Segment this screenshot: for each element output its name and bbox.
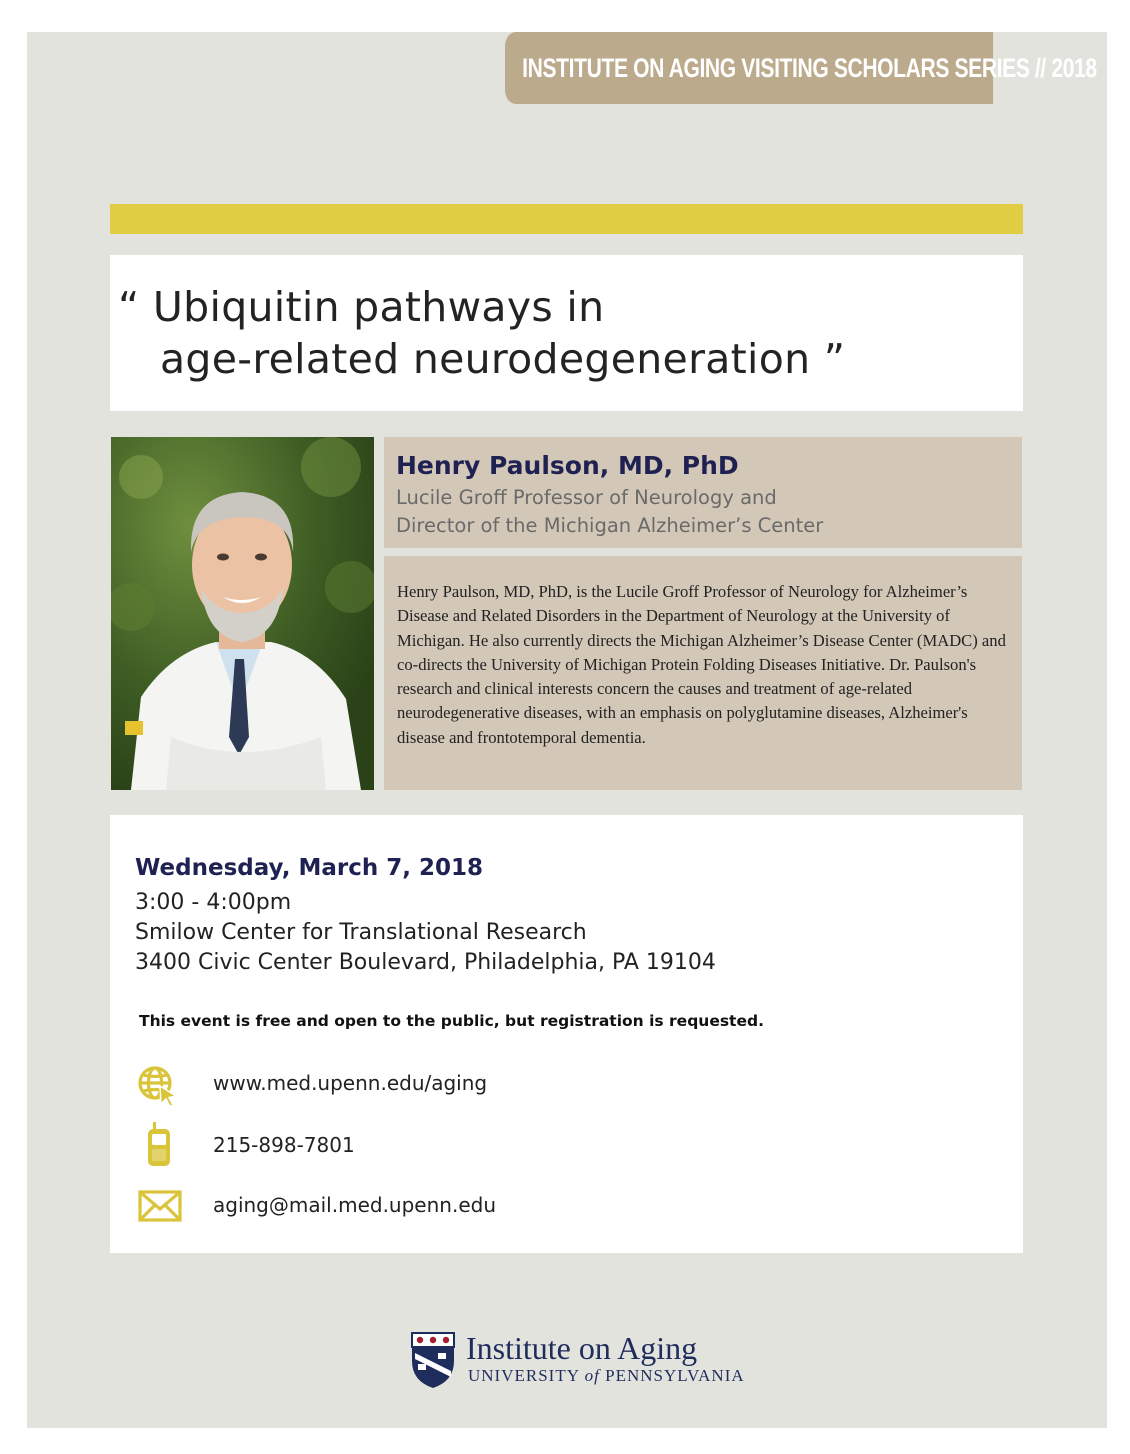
accent-bar [110, 204, 1023, 234]
speaker-photo [111, 437, 374, 790]
envelope-icon [138, 1190, 182, 1222]
logo-institute-name: Institute on Aging [466, 1330, 698, 1366]
registration-note: This event is free and open to the public, but registration is requested. [139, 1012, 764, 1030]
mobile-phone-icon [146, 1121, 172, 1167]
talk-title-line-2: age-related neurodegeneration ” [160, 335, 846, 383]
speaker-bio-panel [384, 556, 1022, 790]
speaker-bio: Henry Paulson, MD, PhD, is the Lucile Groff Professor of Neurology for Alzheimer’s Disease and Related Disorders in the Department of Neurology at the University of Michigan. He also currently directs the Michigan Alzheimer’s Disease Center (MADC) and co-directs the University of Michigan Protein Folding Diseases Initiative. Dr. Paulson's research and clinical interests concern the causes and treatment of age-related neurodegenerative diseases, with an emphasis on polyglutamine diseases, Alzheimer's disease and frontotemporal dementia. [397, 582, 1006, 747]
website-link[interactable]: www.med.upenn.edu/aging [213, 1071, 488, 1095]
event-details-panel [110, 815, 1023, 1253]
penn-shield-icon [410, 1331, 456, 1389]
phone-link[interactable]: 215-898-7801 [213, 1133, 355, 1157]
event-date: Wednesday, March 7, 2018 [135, 855, 484, 881]
event-address: 3400 Civic Center Boulevard, Philadelphia, PA 19104 [135, 950, 716, 975]
speaker-name: Henry Paulson, MD, PhD [396, 451, 739, 480]
talk-title-panel [110, 255, 1023, 411]
event-venue: Smilow Center for Translational Research [135, 920, 587, 945]
logo-university-name [468, 1366, 745, 1386]
institute-logo [410, 1330, 745, 1394]
series-banner: INSTITUTE ON AGING VISITING SCHOLARS SERIES // 2018 [505, 32, 993, 104]
globe-cursor-icon [136, 1064, 180, 1108]
logo-pennsylvania-word: PENNSYLVANIA [605, 1366, 745, 1385]
talk-title-line-1: “ Ubiquitin pathways in [118, 283, 605, 331]
speaker-name-panel [384, 437, 1022, 548]
logo-university-word: UNIVERSITY [468, 1366, 580, 1385]
event-time: 3:00 - 4:00pm [135, 890, 292, 915]
speaker-title [396, 484, 823, 540]
logo-of-word: of [584, 1366, 600, 1385]
email-link[interactable]: aging@mail.med.upenn.edu [213, 1193, 496, 1217]
speaker-title-line-2: Director of the Michigan Alzheimer’s Center [396, 514, 824, 537]
speaker-title-line-1: Lucile Groff Professor of Neurology and [396, 486, 777, 509]
